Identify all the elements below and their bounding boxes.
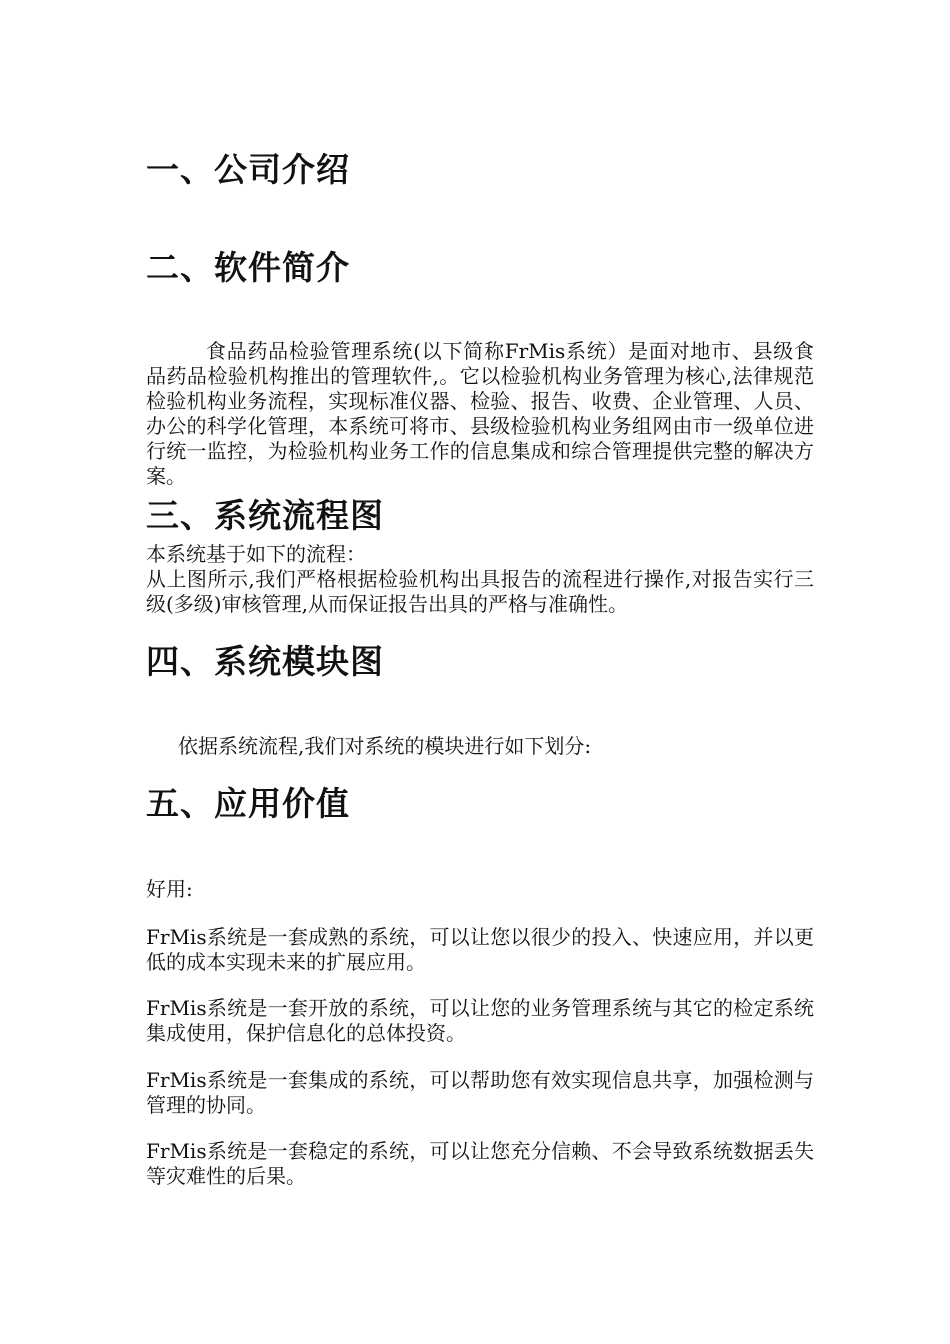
software-intro-paragraph: 食品药品检验管理系统(以下简称FrMis系统）是面对地市、县级食品药品检验机构推出的管理软件,。它以检验机构业务管理为核心,法律规范检验机构业务流程，实现标准仪器、检验、报告、收费、企业管理、人员、办公的科学化管理，本系统可将市、县级检验机构业务组网由市一级单位进行统一监控，为检验机构业务工作的信息集成和综合管理提供完整的解决方案。 [146, 339, 814, 488]
value-item: FrMis系统是一套开放的系统，可以让您的业务管理系统与其它的检定系统集成使用，保护信息化的总体投资。 [146, 996, 814, 1045]
value-item: FrMis系统是一套集成的系统，可以帮助您有效实现信息共享，加强检测与管理的协同。 [146, 1068, 814, 1117]
heading-software-intro: 二、软件简介 [146, 248, 350, 287]
heading-system-modules: 四、系统模块图 [146, 642, 384, 681]
heading-system-flowchart: 三、系统流程图 [146, 496, 384, 535]
heading-application-value: 五、应用价值 [146, 784, 350, 823]
flowchart-paragraph: 从上图所示,我们严格根据检验机构出具报告的流程进行操作,对报告实行三级(多级)审核管理,从而保证报告出具的严格与准确性。 [146, 567, 814, 616]
heading-company-intro: 一、公司介绍 [146, 150, 350, 189]
modules-paragraph: 依据系统流程,我们对系统的模块进行如下划分: [178, 734, 592, 758]
value-item: FrMis系统是一套稳定的系统，可以让您充分信赖、不会导致系统数据丢失等灾难性的后果。 [146, 1139, 814, 1188]
flowchart-intro: 本系统基于如下的流程： [146, 542, 366, 566]
value-item: FrMis系统是一套成熟的系统，可以让您以很少的投入、快速应用，并以更低的成本实现未来的扩展应用。 [146, 925, 814, 974]
value-label: 好用: [146, 877, 193, 901]
